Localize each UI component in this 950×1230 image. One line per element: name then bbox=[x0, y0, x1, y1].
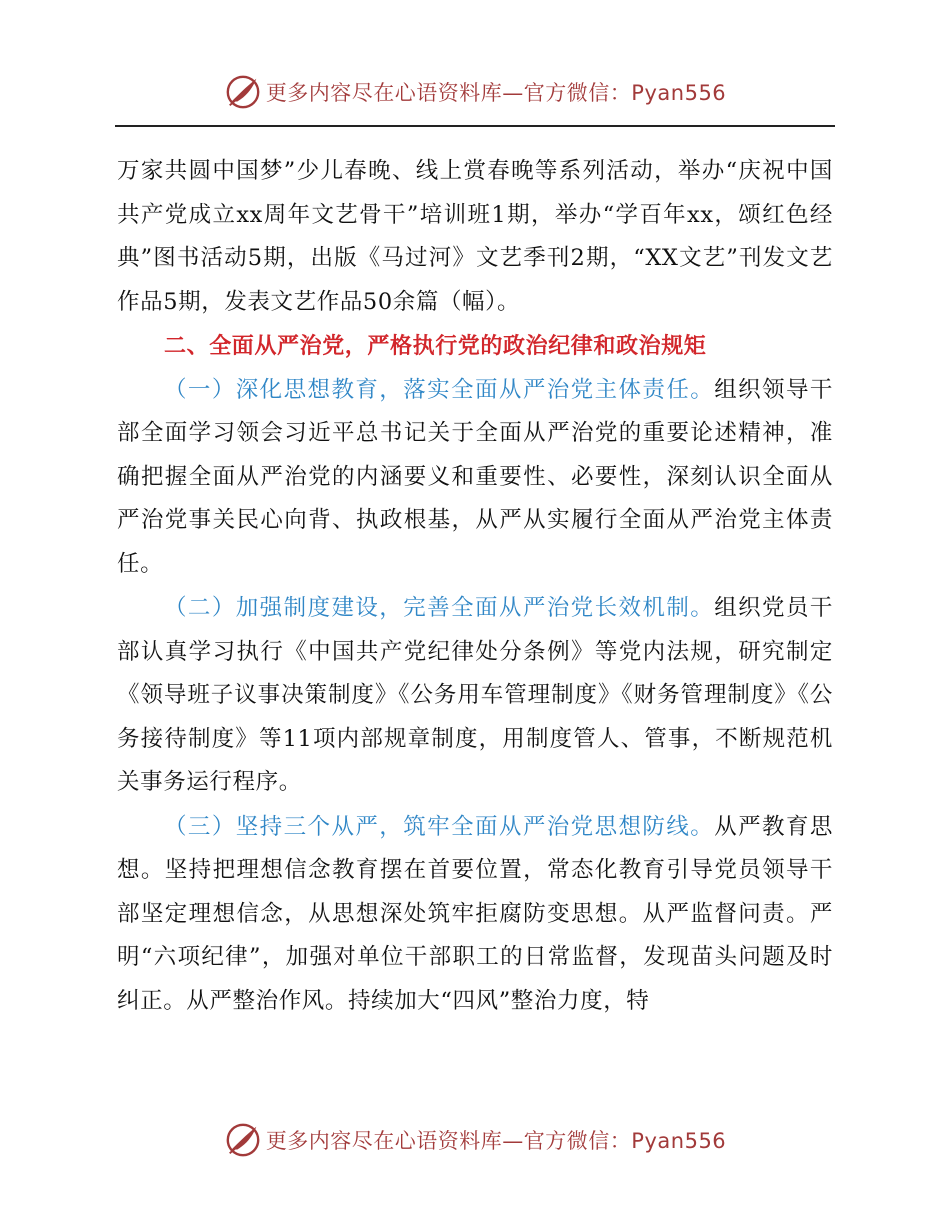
subheading-2: （二）加强制度建设，完善全面从严治党长效机制。 bbox=[164, 595, 715, 621]
paragraph-3-text: 从严教育思想。坚持把理想信念教育摆在首要位置，常态化教育引导党员领导干部坚定理想信念，从思想深处筑牢拒腐防变思想。从严监督问责。严明“六项纪律”，加强对单位干部职工的日常监督，发现苗头问题及时纠正。从严整治作风。持续加大“四风”整治力度，特 bbox=[117, 813, 833, 1014]
paragraph-3 bbox=[117, 806, 833, 1024]
header-banner bbox=[0, 72, 950, 112]
section-heading: 二、全面从严治党，严格执行党的政治纪律和政治规矩 bbox=[164, 334, 707, 359]
document-body bbox=[117, 150, 833, 1023]
header-divider bbox=[115, 125, 835, 127]
paragraph-1-text: 组织领导干部全面学习领会习近平总书记关于全面从严治党的重要论述精神，准确把握全面从严治党的内涵要义和重要性、必要性，深刻认识全面从严治党事关民心向背、执政根基，从严从实履行全面从严治党主体责任。 bbox=[117, 376, 833, 577]
header-banner-text: 更多内容尽在心语资料库—官方微信：Pyan556 bbox=[265, 81, 727, 105]
paragraph-2-text: 组织党员干部认真学习执行《中国共产党纪律处分条例》等党内法规，研究制定《领导班子议事决策制度》《公务用车管理制度》《财务管理制度》《公务接待制度》等11项内部规章制度，用制度管人、管事，不断规范机关事务运行程序。 bbox=[117, 595, 833, 795]
subheading-1: （一）深化思想教育，落实全面从严治党主体责任。 bbox=[164, 376, 715, 403]
paragraph-2 bbox=[117, 587, 833, 805]
footer-banner bbox=[0, 1120, 950, 1160]
paragraph-text: 万家共圆中国梦”少儿春晚、线上赏春晚等系列活动，举办“庆祝中国共产党成立xx周年文艺骨干”培训班1期，举办“学百年xx，颂红色经典”图书活动5期，出版《马过河》文艺季刊2期，“XX文艺”刊发文艺作品5期，发表文艺作品50余篇（幅）。 bbox=[117, 158, 833, 315]
quill-circle-logo-icon bbox=[224, 1121, 262, 1159]
footer-banner-text: 更多内容尽在心语资料库—官方微信：Pyan556 bbox=[265, 1129, 727, 1153]
paragraph-continuation bbox=[117, 150, 833, 324]
paragraph-1 bbox=[117, 369, 833, 587]
quill-circle-logo-icon bbox=[224, 73, 262, 111]
subheading-3: （三）坚持三个从严，筑牢全面从严治党思想防线。 bbox=[164, 813, 715, 840]
